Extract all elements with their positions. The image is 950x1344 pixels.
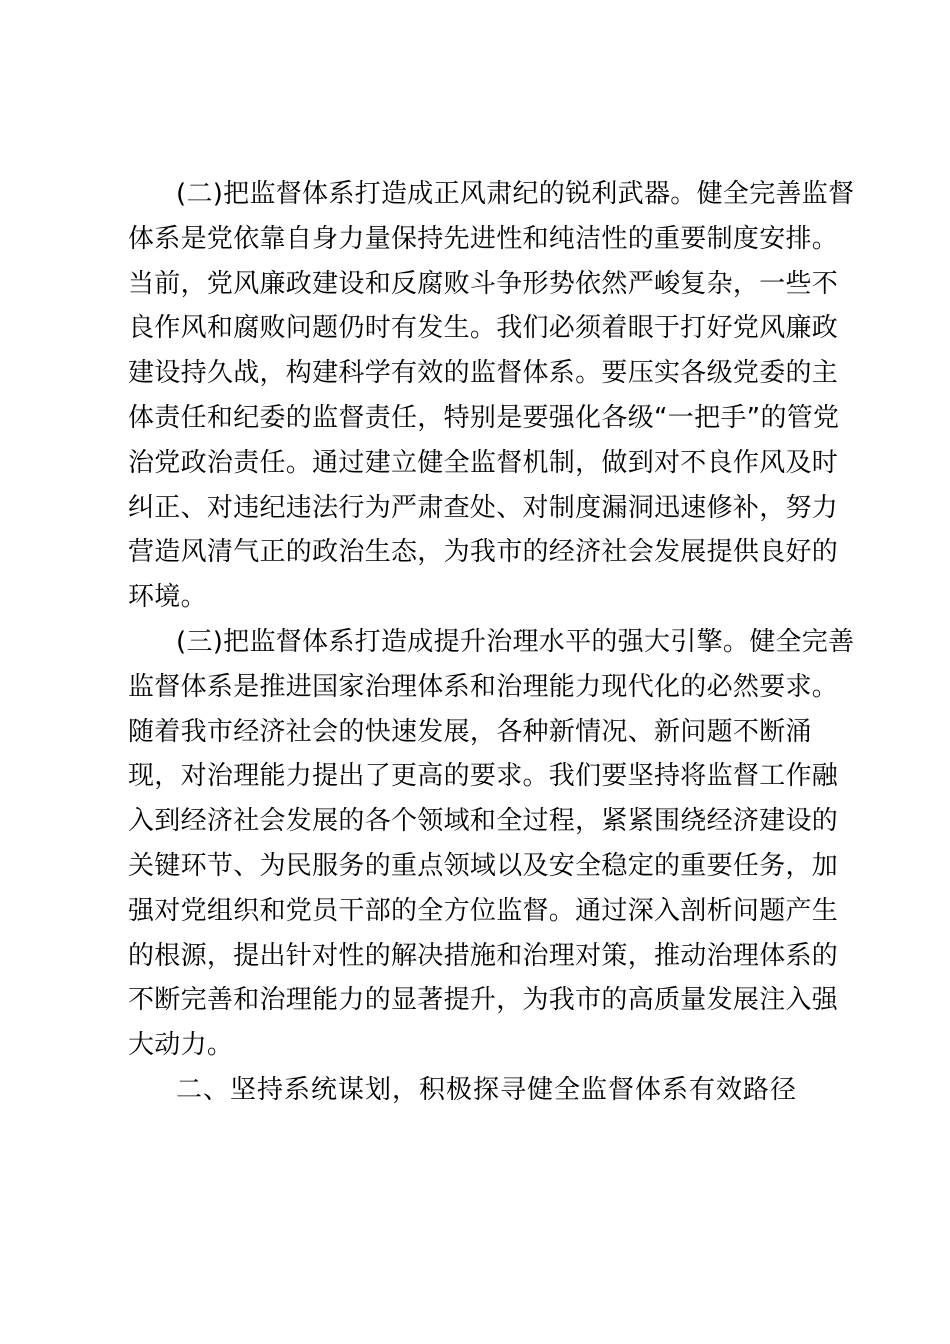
paragraph-3-line-5: 入到经济社会发展的各个领域和全过程，紧紧围绕经济建设的 [128,806,839,837]
paragraph-2-line-9: 营造风清气正的政治生态，为我市的经济社会发展提供良好的 [128,537,839,568]
paragraph-3-line-10: 大动力。 [128,1030,234,1061]
paragraph-3-line-1: (三)把监督体系打造成提升治理水平的强大引擎。健全完善 [176,626,855,657]
section-heading-2: 二、坚持系统谋划，积极探寻健全监督体系有效路径 [176,1074,798,1105]
paragraph-3-line-6: 关键环节、为民服务的重点领域以及安全稳定的重要任务，加 [128,850,839,881]
paragraph-2-line-5: 建设持久战，构建科学有效的监督体系。要压实各级党委的主 [128,358,839,389]
paragraph-2-line-1: (二)把监督体系打造成正风肃纪的锐利武器。健全完善监督 [176,179,855,209]
document-body [128,172,855,1113]
paragraph-2-line-2: 体系是党依靠自身力量保持先进性和纯洁性的重要制度安排。 [128,223,839,254]
paragraph-3-line-9: 不断完善和治理能力的显著提升，为我市的高质量发展注入强 [128,985,839,1016]
paragraph-2-line-6: 体责任和纪委的监督责任，特别是要强化各级“一把手”的管党 [128,402,840,433]
paragraph-3-line-3: 随着我市经济社会的快速发展，各种新情况、新问题不断涌 [128,716,812,747]
paragraph-3-line-7: 强对党组织和党员干部的全方位监督。通过深入剖析问题产生 [128,895,839,926]
paragraph-3-line-4: 现，对治理能力提出了更高的要求。我们要坚持将监督工作融 [128,761,839,792]
paragraph-2-line-7: 治党政治责任。通过建立健全监督机制，做到对不良作风及时 [128,447,839,478]
paragraph-2-line-3: 当前，党风廉政建设和反腐败斗争形势依然严峻复杂，一些不 [128,268,839,299]
paragraph-3-line-8: 的根源，提出针对性的解决措施和治理对策，推动治理体系的 [128,940,839,971]
paragraph-3-line-2: 监督体系是推进国家治理体系和治理能力现代化的必然要求。 [128,671,839,702]
paragraph-2-line-8: 纠正、对违纪违法行为严肃查处、对制度漏洞迅速修补，努力 [128,492,839,523]
paragraph-2-line-10: 环境。 [128,582,207,613]
paragraph-2-line-4: 良作风和腐败问题仍时有发生。我们必须着眼于打好党风廉政 [128,313,839,344]
